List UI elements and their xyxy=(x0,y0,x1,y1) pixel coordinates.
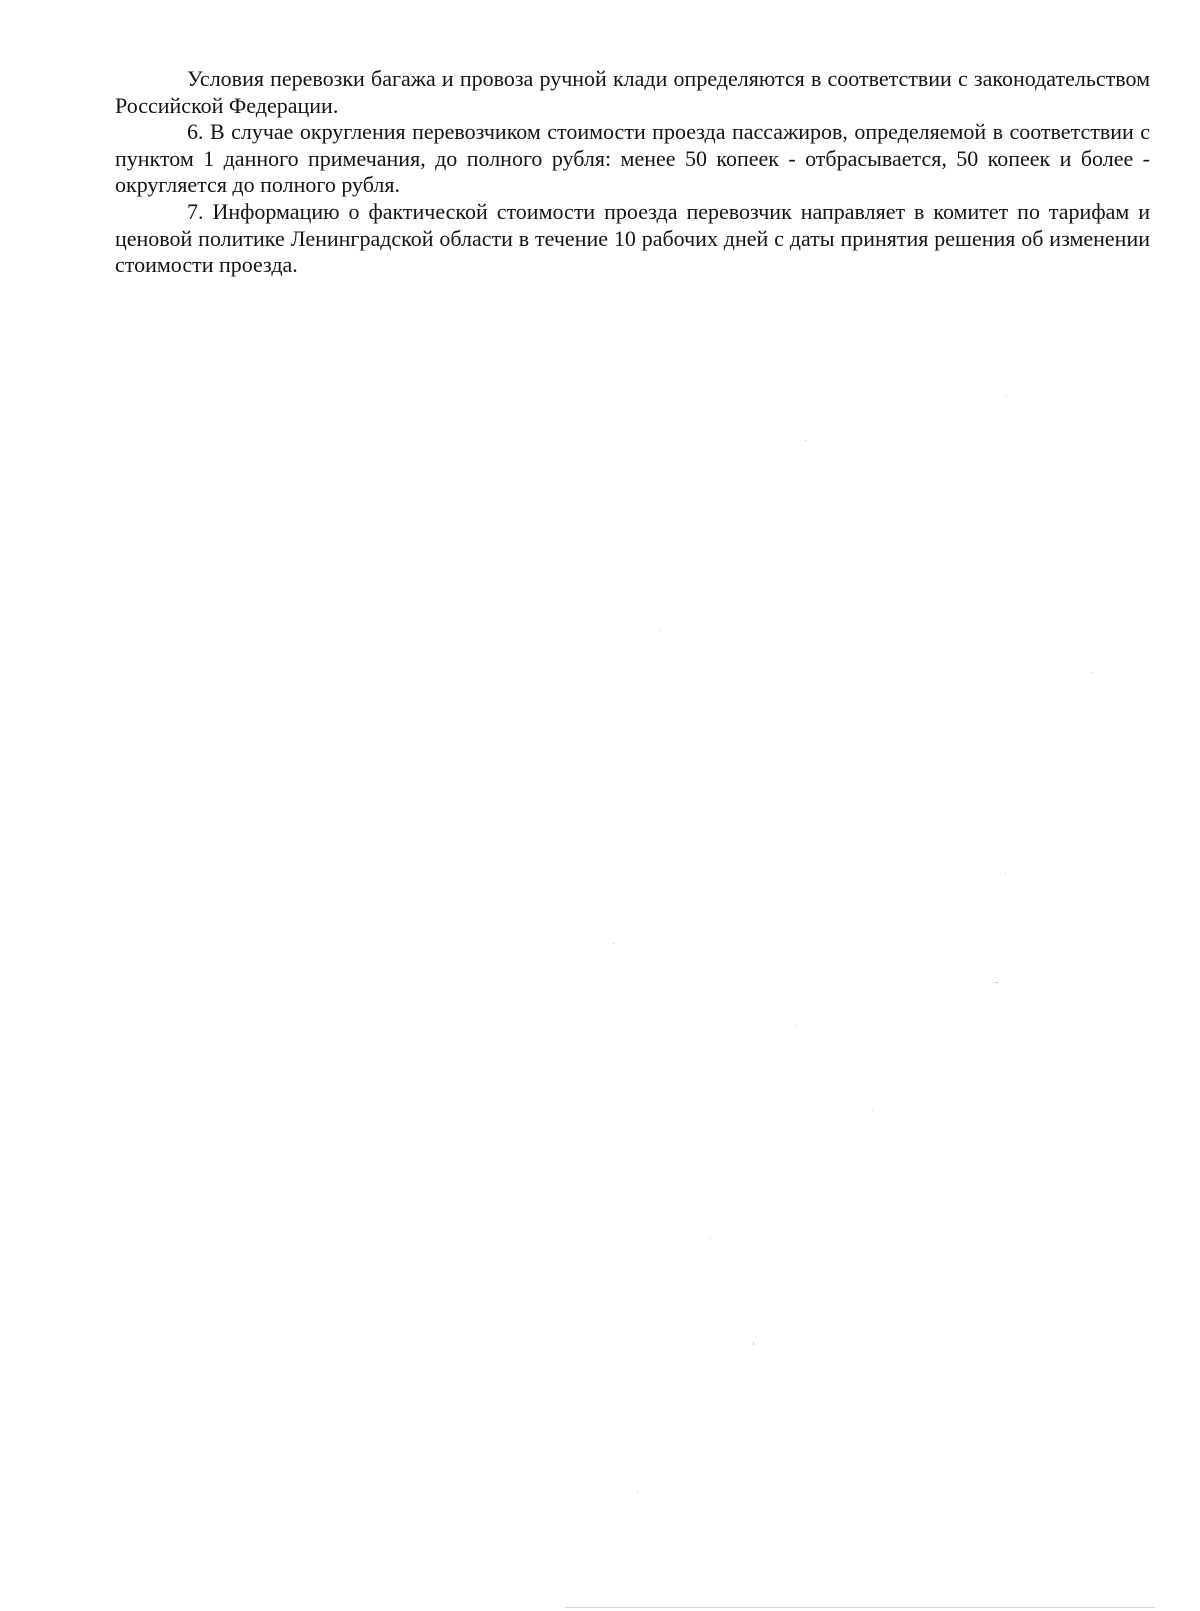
scan-speck xyxy=(710,1238,711,1239)
scan-speck xyxy=(660,630,661,631)
paragraph-baggage-conditions: Условия перевозки багажа и провоза ручной клади определяются в соответствии с законодательством Российской Федерации. xyxy=(115,66,1150,118)
scan-speck xyxy=(1006,395,1007,396)
scan-speck xyxy=(1005,873,1006,874)
scan-speck xyxy=(753,1342,754,1345)
scan-speck xyxy=(872,1110,873,1111)
scan-speck xyxy=(795,1025,796,1026)
paragraph-rounding-rule: 6. В случае округления перевозчиком стоимости проезда пассажиров, определяемой в соответствии с пунктом 1 данного примечания, до полного рубля: менее 50 копеек - отбрасывается, 50 копеек и более - округляется до полного рубля. xyxy=(115,119,1150,198)
scan-speck xyxy=(995,982,998,983)
document-body xyxy=(115,66,1150,279)
scan-speck xyxy=(1092,672,1093,673)
scan-bottom-edge xyxy=(565,1607,1155,1608)
paragraph-fare-information: 7. Информацию о фактической стоимости проезда перевозчик направляет в комитет по тарифам и ценовой политике Ленинградской области в течение 10 рабочих дней с даты принятия решения об изменении стоимости проезда. xyxy=(115,198,1150,278)
scan-speck xyxy=(637,1492,638,1493)
scan-speck xyxy=(613,943,614,944)
scan-speck xyxy=(805,440,806,441)
